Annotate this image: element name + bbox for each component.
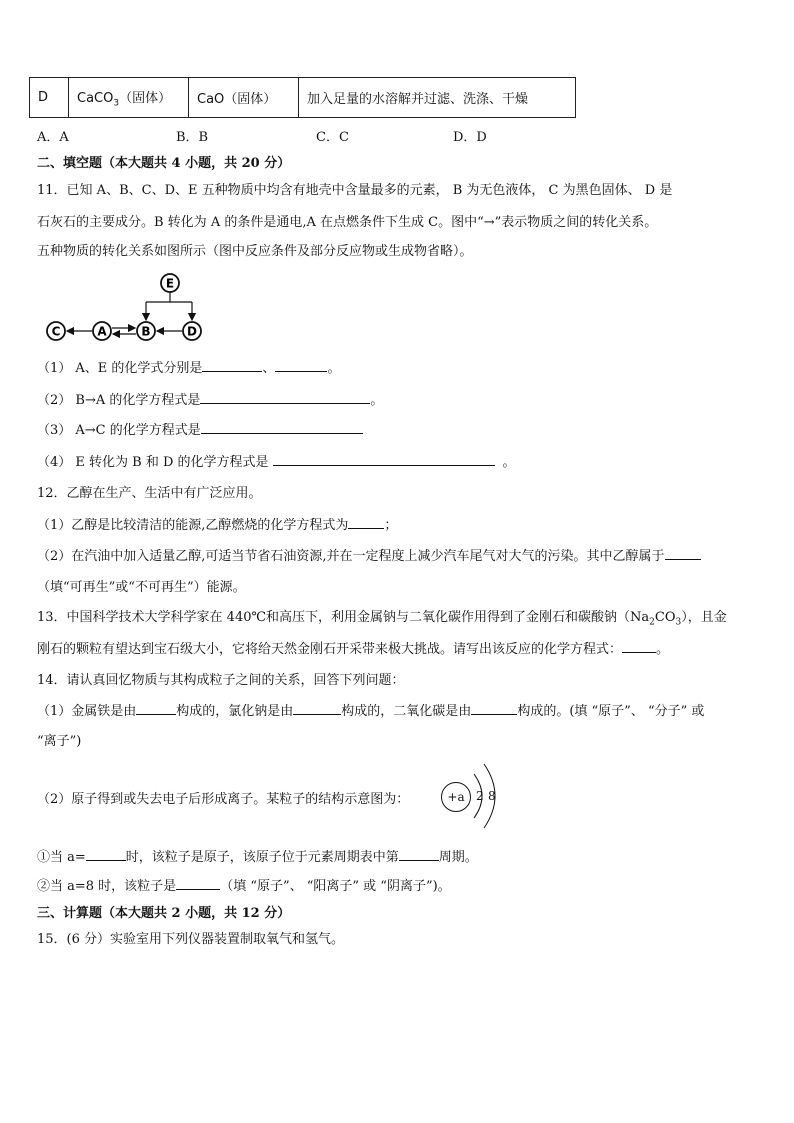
shell-2-count: 8 [488,789,496,803]
q13-line2: 刚石的颗粒有望达到宝石级大小，它将给天然金刚石开采带来极大挑战。请写出该反应的化学方程式： 。 [37,642,670,657]
substance-cell: CaCO$_3$（固体） [69,78,189,118]
node-a [93,322,111,340]
svg-text:B: B [141,324,151,339]
section-2-title: 二、填空题（本大题共 4 小题，共 20 分） [37,156,291,171]
q15-text: 15．(6 分）实验室用下列仪器装置制取氧气和氢气。 [37,932,345,947]
q14-sub1: （1）金属铁是由 构成的，氯化钠是由 构成的，二氧化碳是由 构成的。(填 “原子”、 “分子” 或 [37,704,705,719]
q12-sub2: （2）在汽油中加入适量乙醇,可适当节省石油资源,并在一定程度上减少汽车尾气对大气的污染。其中乙醇属于 [37,545,701,564]
q11-sub2: （2） B→A 的化学方程式是 。 [37,393,384,408]
q14-intro: 14．请认真回忆物质与其构成粒子之间的关系，回答下列问题： [37,673,405,688]
svg-text:C: C [51,324,61,339]
node-d [183,322,201,340]
table-row [30,78,576,118]
q14-sub1-line2: “离子”) [37,734,82,749]
q12-sub1: （1）乙醇是比较清洁的能源,乙醇燃烧的化学方程式为 ； [37,518,398,533]
node-b [137,322,155,340]
q11-line3: 五种物质的转化关系如图所示（图中反应条件及部分反应物或生成物省略）。 [37,244,473,259]
q14-c1: ①当 a= 时，该粒子是原子，该原子位于元素周期表中第 周期。 [37,850,478,865]
q12-intro: 12．乙醇在生产、生活中有广泛应用。 [37,486,262,501]
nucleus-circle: +a [441,782,471,812]
choice-d: D．D [453,130,487,145]
node-e [161,274,179,292]
choice-a: A．A [37,130,69,145]
q11-sub3: （3） A→C 的化学方程式是 [37,419,363,438]
q12-sub2-line2: （填“可再生”或“不可再生”）能源。 [37,580,246,595]
option-table [29,77,576,118]
section-3-title: 三、计算题（本大题共 2 小题，共 12 分） [37,906,291,921]
method-cell: 加入足量的水溶解并过滤、洗涤、干燥 [299,78,576,118]
q13-line1: 13．中国科学技术大学科学家在 440℃和高压下，利用金属钠与二氧化碳作用得到了金刚石和碳酸钠$(Na_2CO_3)$，且金 [37,610,727,628]
node-c [47,322,65,340]
q11-line1: 11．已知 A、B、C、D、E 五种物质中均含有地壳中含量最多的元素， B 为无色液体， C 为黑色固体、 D 是 [37,183,673,198]
option-letter-cell: D [30,78,69,118]
q14-sub2: （2）原子得到或失去电子后形成离子。某粒子的结构示意图为： [37,792,410,807]
electron-shell-arcs [468,760,504,832]
q11-line2: 石灰石的主要成分。B 转化为 A 的条件是通电,A 在点燃条件下生成 C。图中“→”表示物质之间的转化关系。 [37,215,658,230]
svg-text:E: E [165,276,175,291]
svg-text:D: D [187,324,197,339]
q11-sub1: （1） A、E 的化学式分别是 、 。 [37,361,341,376]
svg-text:A: A [97,324,107,339]
q14-c2: ②当 a=8 时，该粒子是 （填 “原子”、 “阳离子” 或 “阴离子”)。 [37,879,451,894]
choice-b: B．B [176,130,209,145]
q11-sub4: （4） E 转化为 B 和 D 的化学方程式是 。 [37,455,516,470]
shell-1-count: 2 [476,789,484,803]
choice-c: C．C [316,130,349,145]
impurity-cell: CaO（固体） [189,78,299,118]
conversion-diagram [40,268,210,346]
